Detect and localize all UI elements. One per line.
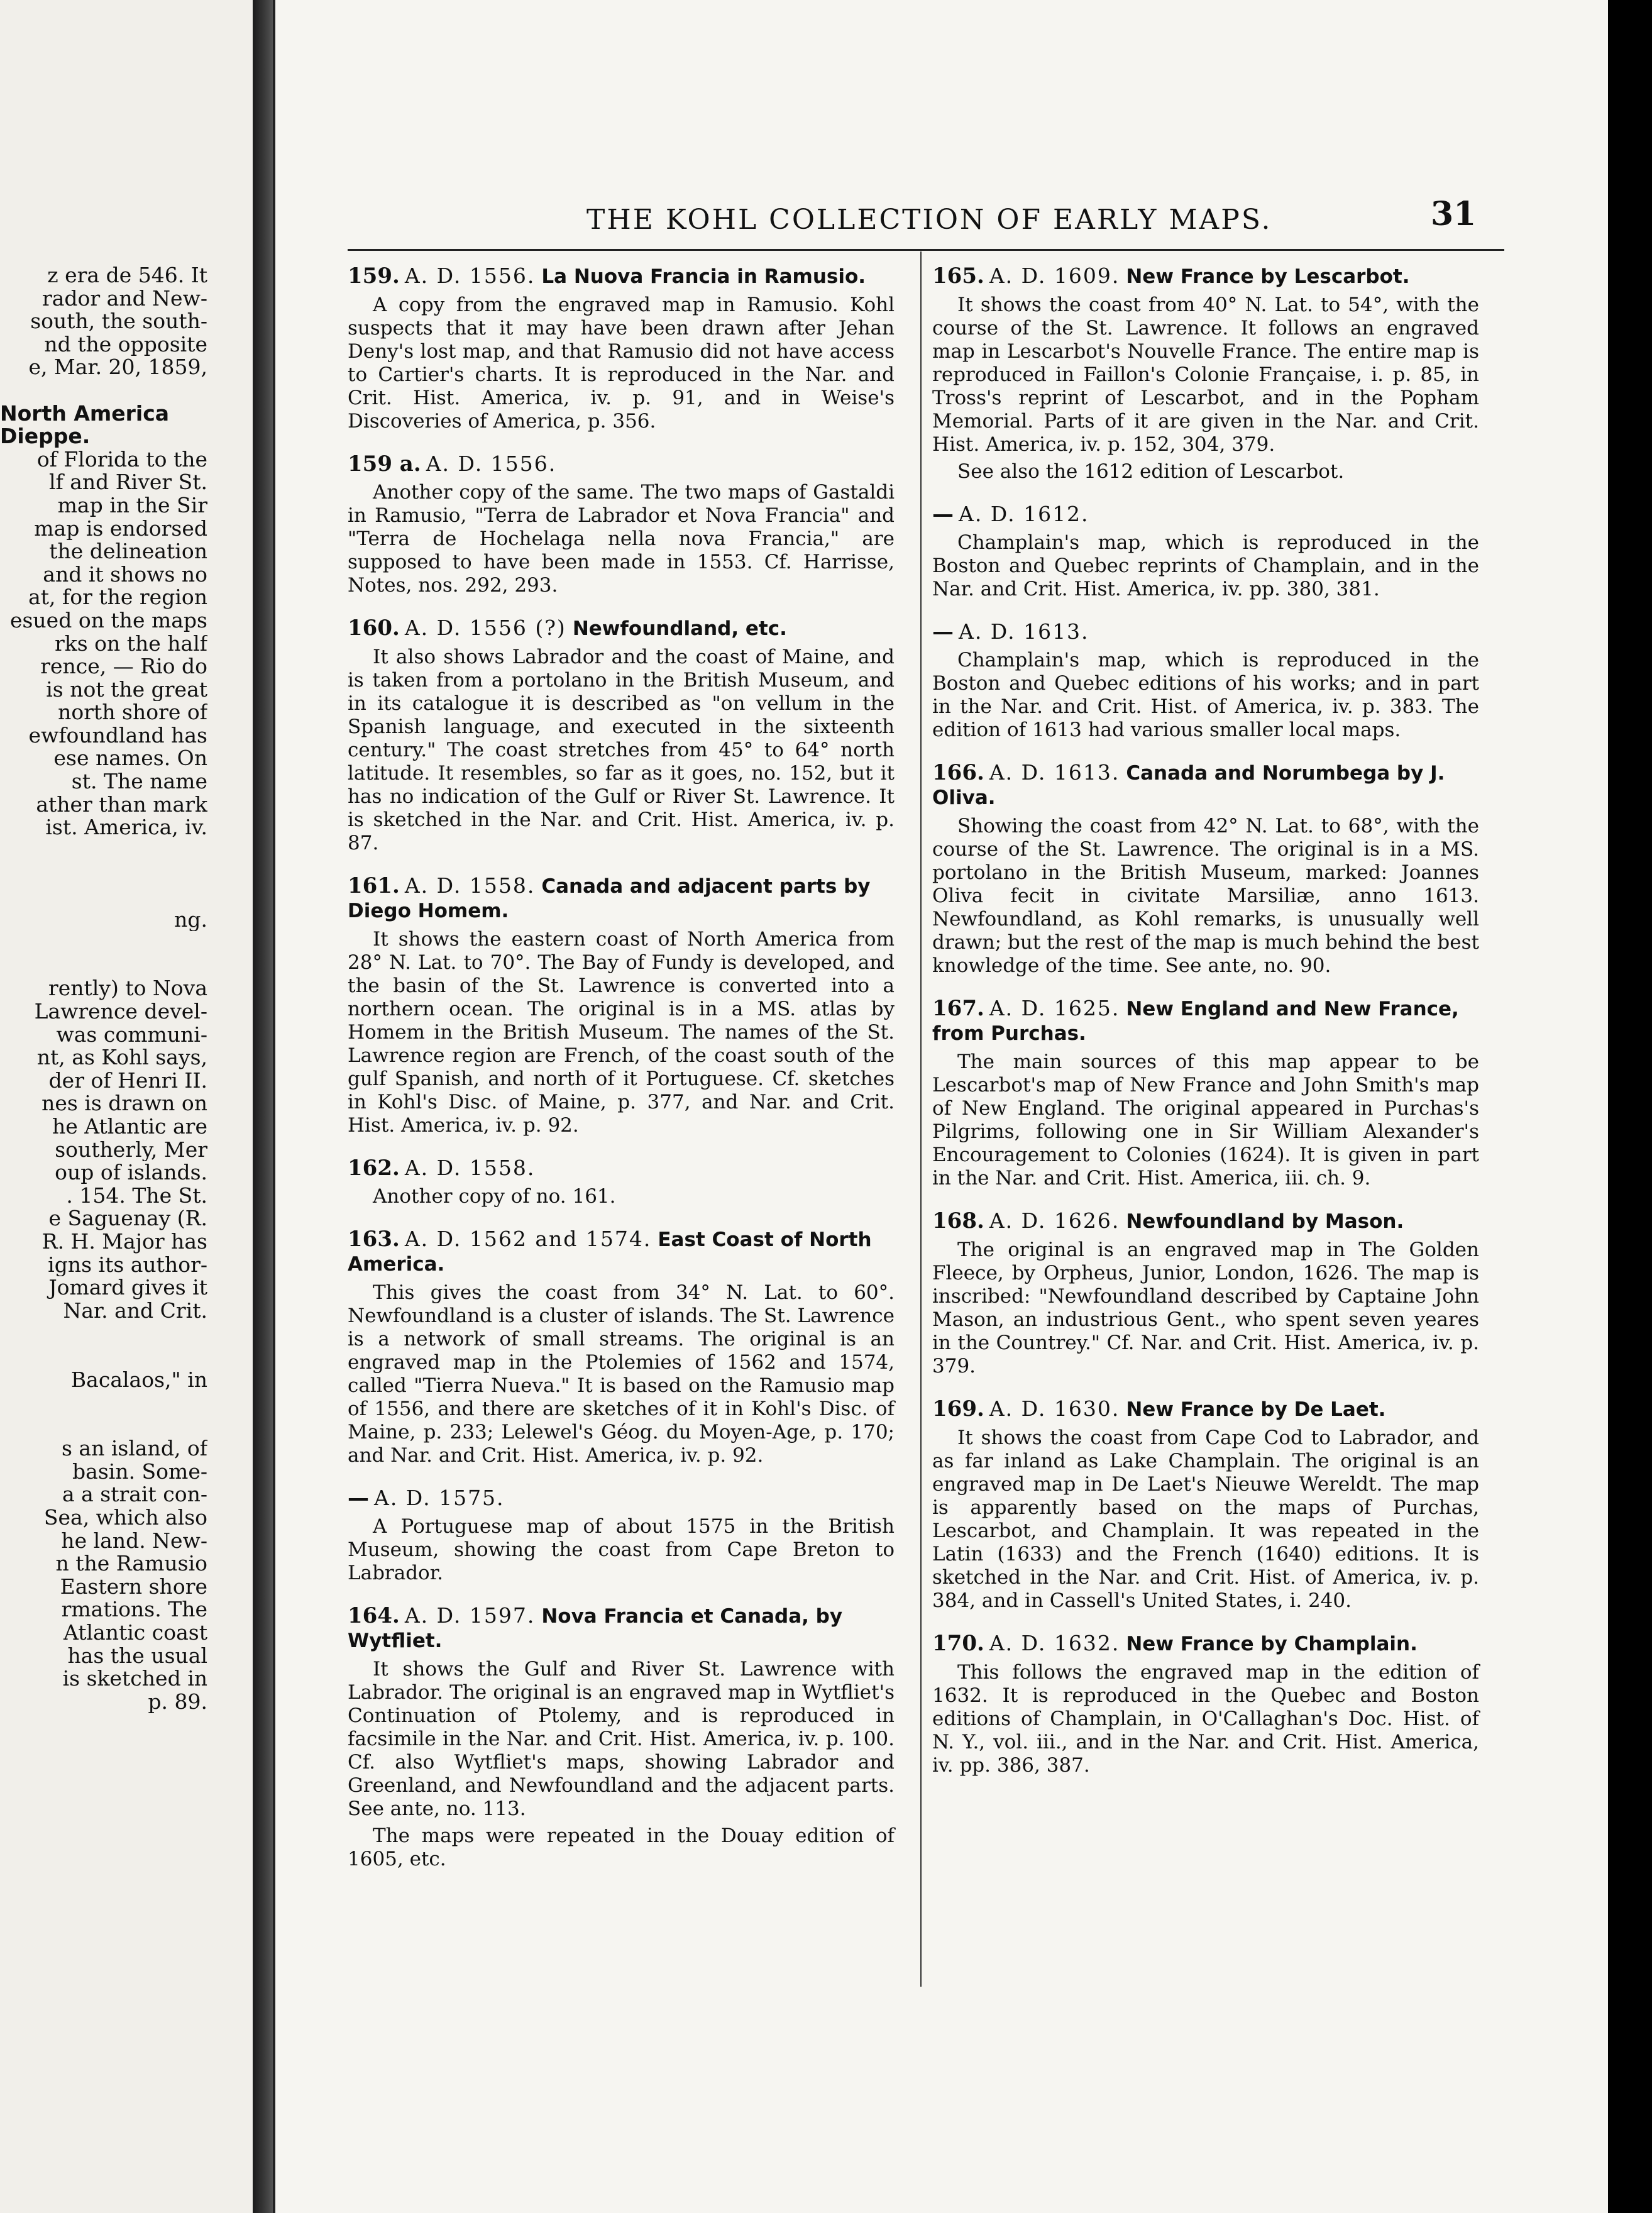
catalogue-entry [932,620,1479,742]
left-fragment-line: Nar. and Crit. [63,1299,207,1323]
left-fragment-line: Lawrence devel- [34,1000,207,1024]
left-fragment-line: a a strait con- [62,1483,207,1507]
entry-description: It shows the coast from Cape Cod to Labrador, and as far inland as Lake Champlain. The original is an engraved map in De Laet's Nieuwe Wereldt. The map is apparently based on the maps of Purchas, Lescarbot, and Champlain. It was repeated in the Latin (1633) and the French (1640) editions. It is sketched in the Nar. and Crit. Hist. of America, iv. p. 384, and in Cassell's United States, i. 240. [932,1427,1479,1612]
left-fragment-line: map in the Sir [57,494,207,517]
entry-description: The maps were repeated in the Douay edition of 1605, etc. [348,1824,895,1870]
catalogue-entry [932,264,1479,483]
right-column [932,264,1479,1796]
entry-title: New England and New France, from Purchas. [932,998,1459,1045]
entry-date: A. D. 1562 and 1574. [404,1227,652,1251]
left-fragment-line: Jomard gives it [48,1276,207,1300]
catalogue-entry [932,1397,1479,1613]
entry-date: A. D. 1626. [989,1208,1120,1233]
entry-description: Champlain's map, which is reproduced in the Boston and Quebec reprints of Champlain, and in the Nar. and Crit. Hist. America, iv. pp. 380, 381. [932,531,1479,600]
left-fragment-line: ese names. On [53,747,207,771]
left-fragment-line: rmations. The [61,1598,207,1622]
entry-number: 159. [348,263,400,289]
left-fragment-line: he land. New- [61,1529,207,1553]
left-fragment-line: north shore of [58,701,207,724]
page-number: 31 [1431,195,1477,233]
entry-date: A. D. 1612. [959,502,1089,526]
entry-number: 159 a. [348,451,421,477]
entry-number: 168. [932,1208,984,1233]
entry-date: A. D. 1575. [374,1486,505,1510]
entry-description: It shows the eastern coast of North America from 28° N. Lat. to 70°. The Bay of Fundy is developed, and the basin of the St. Lawrence is converted into a northern ocean. The original is in a MS. atlas by Homem in the British Museum. The names of the St. Lawrence region are French, of the coast south of the gulf Spanish, and north of it Portuguese. Cf. sketches in Kohl's Disc. of Maine, p. 377, and Nar. and Crit. Hist. America, iv. p. 92. [348,928,895,1137]
left-fragment-line: nt, as Kohl says, [36,1046,207,1069]
left-fragment-line: North America [0,402,170,426]
left-fragment-line: rador and New- [41,287,207,311]
catalogue-entry [348,1156,895,1208]
left-fragment-line: Bacalaos," in [70,1368,207,1392]
left-fragment-line: Eastern shore [60,1575,207,1599]
entry-heading [932,761,1479,810]
left-fragment-line: and it shows no [43,563,207,587]
left-fragment-line: esued on the maps [9,609,207,632]
left-fragment-line: p. 89. [148,1690,207,1714]
left-fragment-line [0,1391,207,1415]
running-title: THE KOHL COLLECTION OF EARLY MAPS. [586,204,1272,236]
header-rule [348,249,1504,251]
entry-number: 160. [348,615,400,641]
entry-description: It also shows Labrador and the coast of Maine, and is taken from a portolano in the British Museum, and in its catalogue it is described as "on vellum in the Spanish language, and executed in the sixteenth century." The coast stretches from 45° to 64° north latitude. It resembles, so far as it goes, no. 152, but it has no indication of the Gulf or River St. Lawrence. It is sketched in the Nar. and Crit. Hist. America, iv. p. 87. [348,646,895,854]
entry-heading [348,1156,895,1180]
entry-title: La Nuova Francia in Ramusio. [541,265,866,288]
entry-heading [348,616,895,641]
catalogue-entry [932,1209,1479,1378]
column-divider [920,251,922,1987]
entry-date: A. D. 1558. [404,873,536,898]
left-fragment-line: igns its author- [48,1253,207,1277]
left-fragment-line: basin. Some- [72,1460,207,1484]
left-fragment-line: nd the opposite [44,333,207,356]
entry-number: 166. [932,760,984,785]
entry-heading [348,1486,895,1510]
entry-description: Showing the coast from 42° N. Lat. to 68°, with the course of the St. Lawrence. The original is in a MS. portolano in the British Museum, marked: Joannes Oliva fecit in civitate Marsiliæ, anno 1613. Newfoundland, as Kohl remarks, is unusually well drawn; but the rest of the map is much behind the best knowledge of the time. See ante, no. 90. [932,815,1479,977]
left-fragment-line: n the Ramusio [55,1552,207,1576]
left-fragment-line: ather than mark [36,793,207,817]
left-fragment-line: rks on the half [54,632,207,656]
entry-number: 169. [932,1396,984,1421]
entry-number: 165. [932,263,984,289]
entry-description: Champlain's map, which is reproduced in the Boston and Quebec editions of his works; and in part in the Nar. and Crit. Hist. of America, iv. p. 383. The edition of 1613 had various smaller local maps. [932,649,1479,741]
entry-description: This follows the engraved map in the edition of 1632. It is reproduced in the Quebec and Boston editions of Champlain, in O'Callaghan's Doc. Hist. of N. Y., vol. iii., and in the Nar. and Crit. Hist. America, iv. pp. 386, 387. [932,1661,1479,1777]
entry-title: East Coast of North America. [348,1228,872,1276]
entry-title: New France by Champlain. [1126,1633,1418,1655]
entry-date: A. D. 1556. [404,263,536,288]
left-fragment-line: st. The name [71,770,207,793]
left-fragment-line: der of Henri II. [48,1069,207,1093]
entry-heading [348,874,895,923]
entry-heading [348,264,895,289]
left-fragment-line: of Florida to the [36,448,207,472]
left-page-text [0,264,207,1713]
catalogue-entry [348,874,895,1137]
entry-heading [932,996,1479,1046]
entry-heading [348,1604,895,1653]
left-fragment-line: southerly, Mer [55,1138,207,1162]
left-fragment-line: Dieppe. [0,425,91,448]
catalogue-entry [348,1604,895,1871]
entry-heading [348,1227,895,1276]
left-fragment-line: ist. America, iv. [45,816,207,839]
entry-title: Nova Francia et Canada, by Wytfliet. [348,1605,843,1652]
left-fragment-line [0,1322,207,1345]
entry-heading [932,1631,1479,1656]
entry-title: Canada and Norumbega by J. Oliva. [932,762,1445,809]
left-fragment-line [0,839,207,863]
left-fragment-line: south, the south- [30,310,207,333]
entry-number: — [932,619,954,644]
entry-date: A. D. 1556. [426,451,557,476]
book-gutter [253,0,273,2213]
left-fragment-line: the delineation [49,540,207,563]
entry-date: A. D. 1613. [959,619,1089,644]
entry-heading [932,264,1479,289]
entry-number: 167. [932,996,984,1021]
entry-heading [932,620,1479,644]
left-fragment-line [0,885,207,908]
left-fragment-line: R. H. Major has [41,1230,207,1254]
entry-number: — [932,502,954,527]
left-fragment-line: . 154. The St. [66,1184,207,1208]
catalogue-entry [932,1631,1479,1777]
left-fragment-line [0,1415,207,1438]
left-fragment-line [0,931,207,954]
left-fragment-line: is sketched in [62,1667,207,1691]
left-fragment-line: rence, — Rio do [40,655,207,678]
left-fragment-line: map is endorsed [34,517,207,541]
entry-date: A. D. 1558. [404,1156,536,1180]
right-page [273,0,1608,2213]
left-fragment-line: at, for the region [28,586,207,609]
entry-date: A. D. 1630. [989,1396,1120,1421]
entry-number: 161. [348,873,400,898]
entry-date: A. D. 1597. [404,1603,536,1628]
entry-number: 170. [932,1631,984,1656]
entry-description: It shows the coast from 40° N. Lat. to 54°, with the course of the St. Lawrence. It follows an engraved map in Lescarbot's Nouvelle France. The entire map is reproduced in Faillon's Colonie Française, i. p. 85, in Tross's reprint of Lescarbot, and in the Popham Memorial. Parts of it are given in the Nar. and Crit. Hist. America, iv. p. 152, 304, 379. [932,294,1479,456]
entry-description: The original is an engraved map in The Golden Fleece, by Orpheus, Junior, London, 1626. The map is inscribed: "Newfoundland described by Captaine John Mason, an industrious Gent., who spent seven yeares in the Countrey." Cf. Nar. and Crit. Hist. America, iv. p. 379. [932,1239,1479,1377]
left-fragment-line [0,954,207,978]
entry-heading [348,452,895,476]
left-fragment-line: rently) to Nova [48,977,207,1000]
entry-description: See also the 1612 edition of Lescarbot. [957,460,1345,483]
left-fragment-line [0,379,207,402]
entry-date: A. D. 1625. [989,996,1120,1020]
entry-heading [932,502,1479,526]
left-fragment-line: oup of islands. [55,1161,207,1184]
entry-heading [932,1397,1479,1421]
entry-date: A. D. 1613. [989,760,1120,785]
left-fragment-line: e Saguenay (R. [48,1207,207,1230]
entry-number: — [348,1486,369,1511]
left-fragment-line: nes is drawn on [41,1092,207,1115]
entry-description: Another copy of the same. The two maps of Gastaldi in Ramusio, "Terra de Labrador et Nova Francia" and "Terra de Hochelaga nella nova Francia," are supposed to have been made in 1553. Cf. Harrisse, Notes, nos. 292, 293. [348,481,895,597]
entry-title: New France by Lescarbot. [1126,265,1410,288]
left-fragment-line [0,1345,207,1369]
entry-description: A copy from the engraved map in Ramusio. Kohl suspects that it may have been drawn after Jehan Deny's lost map, and that Ramusio did not have access to Cartier's charts. It is reproduced in the Nar. and Crit. Hist. America, iv. p. 91, and in Weise's Discoveries of America, p. 356. [348,294,895,433]
left-fragment-line: z era de 546. It [47,264,207,287]
running-header [275,189,1520,245]
left-fragment-line: Sea, which also [43,1506,207,1530]
left-fragment-line: Atlantic coast [63,1621,207,1645]
catalogue-entry [348,452,895,597]
left-fragment-line [0,862,207,885]
left-fragment-line: ng. [174,908,207,932]
entry-heading [932,1209,1479,1233]
left-page-fragment [0,0,253,2213]
entry-title: Newfoundland by Mason. [1126,1210,1404,1233]
entry-number: 162. [348,1156,400,1181]
entry-number: 163. [348,1227,400,1252]
entry-date: A. D. 1609. [989,263,1120,288]
catalogue-entry [932,996,1479,1190]
left-fragment-line: e, Mar. 20, 1859, [28,356,207,379]
catalogue-entry [348,1227,895,1467]
left-fragment-line: ewfoundland has [28,724,207,748]
entry-title: Canada and adjacent parts by Diego Homem. [348,875,871,922]
left-fragment-line: lf and River St. [49,471,207,494]
left-fragment-line: s an island, of [62,1437,207,1460]
catalogue-entry [932,502,1479,601]
entry-description: The main sources of this map appear to be Lescarbot's map of New France and John Smith's map of New England. The original appeared in Purchas's Pilgrims, following one in Sir William Alexander's Encouragement to Colonies (1624). It is given in part in the Nar. and Crit. Hist. America, iii. ch. 9. [932,1051,1479,1189]
left-column [348,264,895,1890]
catalogue-entry [932,761,1479,978]
catalogue-entry [348,264,895,433]
entry-title: Newfoundland, etc. [572,617,787,640]
left-fragment-line: is not the great [46,678,207,702]
entry-description: Another copy of no. 161. [373,1185,616,1208]
left-fragment-line: has the usual [67,1644,207,1668]
entry-title: New France by De Laet. [1126,1398,1386,1421]
entry-description: This gives the coast from 34° N. Lat. to 60°. Newfoundland is a cluster of islands. The St. Lawrence is a network of small streams. The original is an engraved map in the Ptolemies of 1562 and 1574, called "Tierra Nueva." It is based on the Ramusio map of 1556, and there are sketches of it in Kohl's Disc. of Maine, p. 233; Lelewel's Géog. du Moyen-Age, p. 170; and Nar. and Crit. Hist. America, iv. p. 92. [348,1281,895,1467]
left-fragment-line: he Atlantic are [52,1115,207,1139]
entry-description: It shows the Gulf and River St. Lawrence with Labrador. The original is an engraved map in Wytfliet's Continuation of Ptolemy, and is reproduced in facsimile in the Nar. and Crit. Hist. America, iv. p. 100. Cf. also Wytfliet's maps, showing Labrador and Greenland, and Newfoundland and the adjacent parts. See ante, no. 113. [348,1658,895,1820]
entry-date: A. D. 1632. [989,1631,1120,1655]
catalogue-entry [348,616,895,855]
left-fragment-line: was communi- [56,1023,207,1047]
entry-number: 164. [348,1603,400,1628]
entry-description: A Portuguese map of about 1575 in the British Museum, showing the coast from Cape Breton to Labrador. [348,1515,895,1584]
catalogue-entry [348,1486,895,1585]
entry-date: A. D. 1556 (?) [404,615,566,640]
